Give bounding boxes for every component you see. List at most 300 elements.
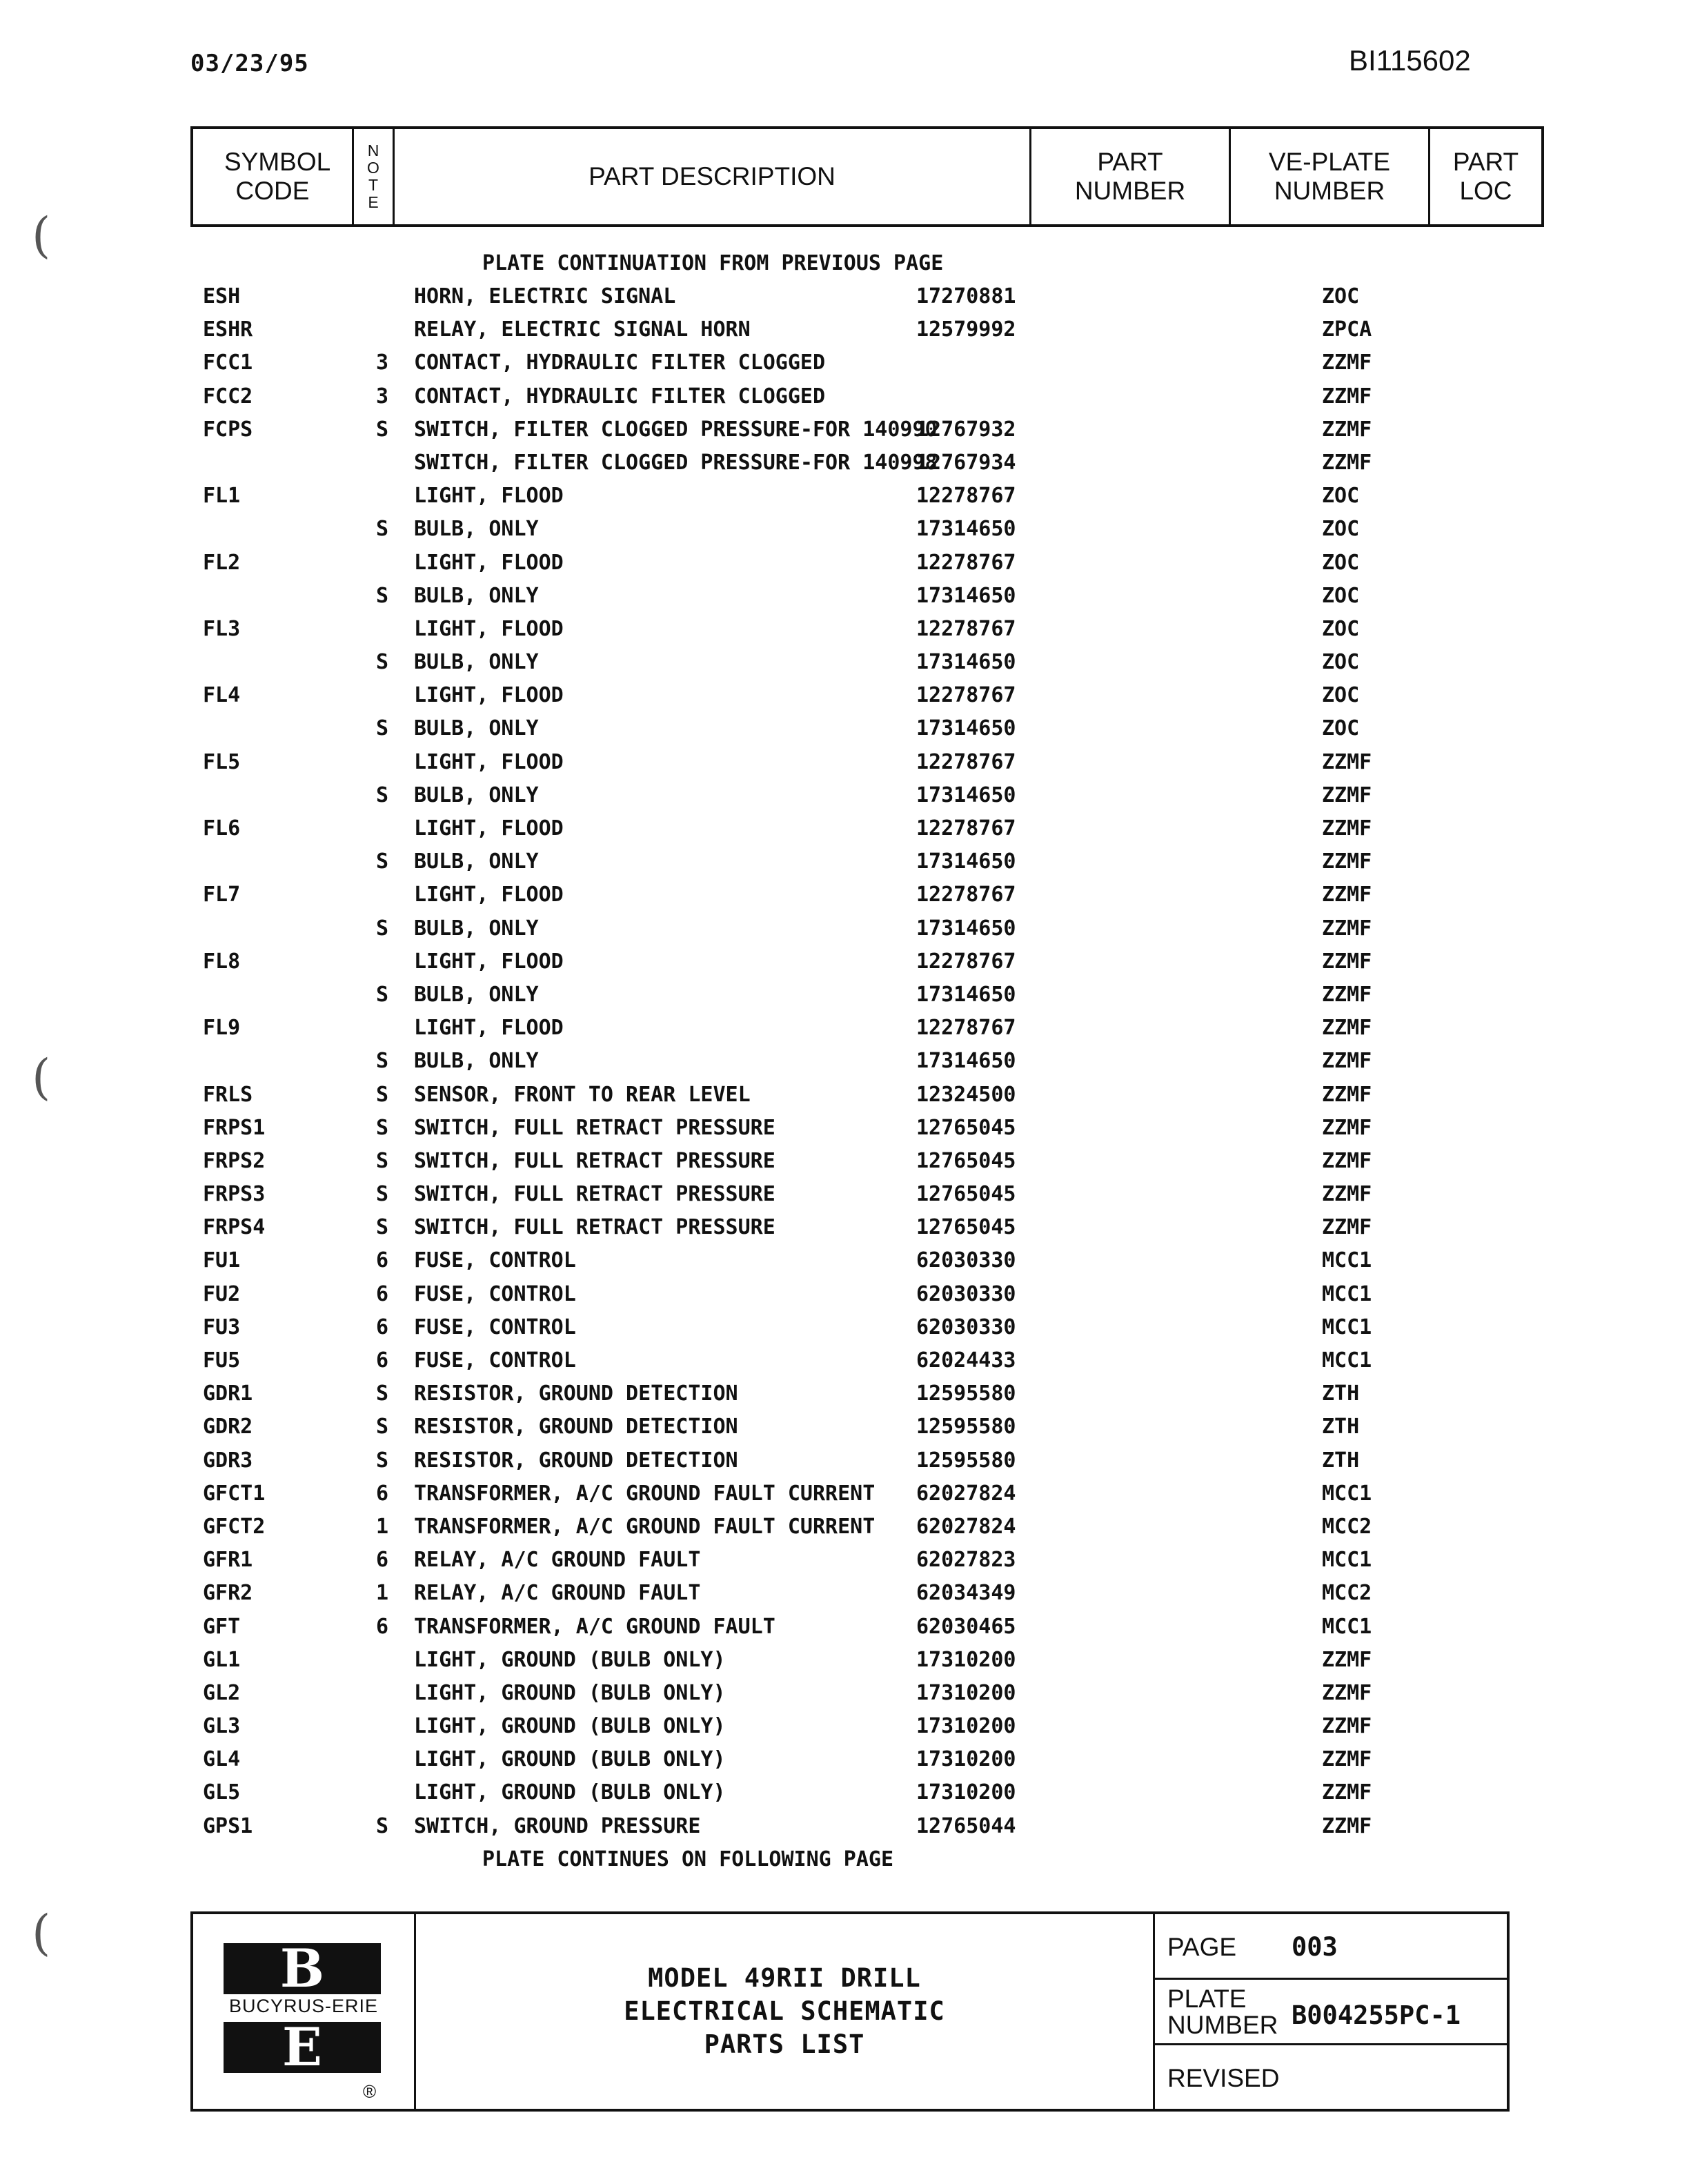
part-description-cell: LIGHT, GROUND (BULB ONLY) (414, 1780, 726, 1805)
symbol-code-cell (190, 646, 363, 679)
part-description-cell: BULB, ONLY (414, 783, 539, 807)
part-description-cell: FUSE, CONTROL (414, 1315, 576, 1339)
note-cell (363, 1743, 402, 1776)
symbol-code-cell: GL2 (203, 1680, 241, 1705)
part-number-cell: 12767934 (916, 450, 1016, 475)
table-row (190, 280, 1544, 313)
part-number-cell: 17310200 (916, 1714, 1016, 1739)
plate-number: B004255PC-1 (1292, 2000, 1461, 2030)
part-loc-cell: MCC1 (1322, 1481, 1372, 1506)
part-loc-cell: ZZMF (1322, 1215, 1372, 1240)
symbol-code-cell: FRPS4 (203, 1215, 266, 1240)
part-loc-cell: ZZMF (1322, 1115, 1372, 1140)
part-number-cell: 62027824 (916, 1481, 1016, 1506)
page-label: PAGE (1167, 1933, 1237, 1961)
symbol-code-cell: GL3 (203, 1714, 241, 1739)
note-cell (363, 313, 402, 346)
title-line: ELECTRICAL SCHEMATIC (624, 1996, 945, 2026)
table-row (190, 1544, 1544, 1577)
part-description-cell: LIGHT, FLOOD (414, 616, 564, 641)
part-number-cell: 17314650 (916, 650, 1016, 675)
table-row (190, 446, 1544, 480)
logo-bottom-block: E (224, 2022, 381, 2073)
part-loc-cell: ZZMF (1322, 1714, 1372, 1739)
symbol-code-cell: GFCT2 (203, 1514, 266, 1539)
revised-row (1155, 2045, 1507, 2109)
note-cell (363, 446, 402, 480)
symbol-code-cell: GFR1 (203, 1548, 253, 1573)
note-cell: 6 (375, 1481, 389, 1506)
symbol-code-cell: FU5 (203, 1348, 241, 1373)
part-number-cell: 12595580 (916, 1448, 1016, 1473)
part-description-cell: FUSE, CONTROL (414, 1348, 576, 1373)
part-loc-cell: ZOC (1322, 550, 1360, 575)
table-row (190, 746, 1544, 779)
part-number-cell: 12278767 (916, 616, 1016, 641)
part-description-cell: SWITCH, FILTER CLOGGED PRESSURE-FOR 140998 (414, 450, 938, 475)
table-row (190, 1710, 1544, 1743)
note-cell: 1 (375, 1514, 389, 1539)
symbol-code-cell: FL9 (203, 1016, 241, 1041)
part-loc-cell: ZOC (1322, 716, 1360, 741)
note-cell: S (375, 1448, 389, 1473)
note-cell: 6 (375, 1281, 389, 1306)
symbol-code-cell: GDR1 (203, 1381, 253, 1406)
note-cell: S (375, 716, 389, 741)
part-number-cell: 12579992 (916, 317, 1016, 342)
symbol-code-cell: GFCT1 (203, 1481, 266, 1506)
part-description-cell: RELAY, A/C GROUND FAULT (414, 1581, 701, 1606)
symbol-code-cell (190, 912, 363, 945)
margin-mark: ( (32, 207, 51, 264)
header-note: N O T E (353, 128, 394, 226)
note-cell (363, 1012, 402, 1045)
part-loc-cell: MCC2 (1322, 1581, 1372, 1606)
symbol-code-cell (190, 845, 363, 878)
symbol-code-cell (190, 712, 363, 745)
part-description-cell: LIGHT, GROUND (BULB ONLY) (414, 1647, 726, 1672)
symbol-code-cell: ESH (203, 284, 241, 308)
table-row (190, 1311, 1544, 1344)
symbol-code-cell: FL1 (203, 484, 241, 509)
part-loc-cell: ZZMF (1322, 816, 1372, 840)
part-loc-cell: MCC2 (1322, 1514, 1372, 1539)
symbol-code-cell: FL3 (203, 616, 241, 641)
part-description-cell: TRANSFORMER, A/C GROUND FAULT CURRENT (414, 1481, 876, 1506)
table-row (190, 380, 1544, 413)
part-number-cell: 17310200 (916, 1680, 1016, 1705)
symbol-code-cell: FCPS (203, 417, 253, 442)
part-number-cell: 12278767 (916, 1016, 1016, 1041)
part-description-cell: LIGHT, GROUND (BULB ONLY) (414, 1680, 726, 1705)
part-number-cell: 62024433 (916, 1348, 1016, 1373)
table-row (190, 978, 1544, 1012)
continuation-bottom: PLATE CONTINUES ON FOLLOWING PAGE (482, 1847, 894, 1871)
part-loc-cell: MCC1 (1322, 1348, 1372, 1373)
part-loc-cell: ZTH (1322, 1448, 1360, 1473)
note-cell (363, 613, 402, 646)
margin-mark: ( (32, 1905, 51, 1961)
header-part-description: PART DESCRIPTION (394, 128, 1031, 226)
symbol-code-cell: FL8 (203, 949, 241, 974)
table-row (190, 1211, 1544, 1244)
part-description-cell: BULB, ONLY (414, 916, 539, 941)
note-cell (363, 1644, 402, 1677)
part-number-cell: 62030330 (916, 1315, 1016, 1339)
part-description-cell: SWITCH, FULL RETRACT PRESSURE (414, 1182, 775, 1207)
plate-label: PLATE (1167, 1985, 1247, 2013)
part-loc-cell: ZZMF (1322, 1016, 1372, 1041)
part-loc-cell: ZPCA (1322, 317, 1372, 342)
document-id: BI115602 (1349, 44, 1471, 77)
part-number-cell: 12278767 (916, 816, 1016, 840)
table-row (190, 1377, 1544, 1410)
table-row (190, 845, 1544, 878)
part-description-cell: RELAY, A/C GROUND FAULT (414, 1548, 701, 1573)
note-cell (363, 812, 402, 845)
continuation-top: PLATE CONTINUATION FROM PREVIOUS PAGE (482, 251, 944, 275)
symbol-code-cell: ESHR (203, 317, 253, 342)
column-header-table (190, 126, 1544, 227)
part-loc-cell: ZZMF (1322, 1780, 1372, 1805)
symbol-code-cell (190, 1045, 363, 1078)
note-cell: S (375, 650, 389, 675)
part-loc-cell: ZZMF (1322, 1680, 1372, 1705)
note-cell (363, 1710, 402, 1743)
part-number-cell: 62030330 (916, 1248, 1016, 1273)
part-loc-cell: MCC1 (1322, 1548, 1372, 1573)
part-loc-cell: ZZMF (1322, 1182, 1372, 1207)
symbol-code-cell: GL4 (203, 1747, 241, 1772)
part-number-cell: 62027823 (916, 1548, 1016, 1573)
part-number-cell: 12765045 (916, 1182, 1016, 1207)
note-cell: S (375, 1049, 389, 1074)
note-cell (363, 746, 402, 779)
symbol-code-cell: GDR2 (203, 1415, 253, 1439)
part-loc-cell: ZZMF (1322, 1813, 1372, 1838)
part-number-cell: 12767932 (916, 417, 1016, 442)
note-cell: S (375, 1215, 389, 1240)
note-cell (363, 280, 402, 313)
part-number-cell (915, 380, 1322, 413)
note-cell: S (375, 849, 389, 874)
part-number-cell: 62030330 (916, 1281, 1016, 1306)
table-row (190, 1278, 1544, 1311)
part-number-cell: 62034349 (916, 1581, 1016, 1606)
table-row (190, 1577, 1544, 1610)
part-description-cell: CONTACT, HYDRAULIC FILTER CLOGGED (414, 384, 826, 409)
note-cell: S (375, 783, 389, 807)
table-row (190, 1112, 1544, 1145)
part-loc-cell: ZTH (1322, 1381, 1360, 1406)
note-cell: S (375, 1813, 389, 1838)
table-row (190, 1743, 1544, 1776)
part-number-cell: 62030465 (916, 1614, 1016, 1639)
note-cell: 6 (375, 1348, 389, 1373)
part-description-cell: SWITCH, FULL RETRACT PRESSURE (414, 1148, 775, 1173)
part-loc-cell: MCC1 (1322, 1614, 1372, 1639)
part-description-cell: FUSE, CONTROL (414, 1248, 576, 1273)
header-part-number: PART NUMBER (1031, 128, 1230, 226)
part-description-cell: LIGHT, FLOOD (414, 683, 564, 708)
part-number-cell: 12595580 (916, 1381, 1016, 1406)
table-row (190, 1344, 1544, 1377)
parts-list (190, 247, 1544, 1876)
logo-top-block: B (224, 1943, 381, 1994)
part-loc-cell: ZZMF (1322, 450, 1372, 475)
symbol-code-cell (190, 978, 363, 1012)
symbol-code-cell: FRLS (203, 1082, 253, 1107)
symbol-code-cell (190, 513, 363, 546)
part-description-cell: SENSOR, FRONT TO REAR LEVEL (414, 1082, 751, 1107)
document-date: 03/23/95 (190, 50, 309, 77)
part-loc-cell: ZZMF (1322, 351, 1372, 375)
part-description-cell: HORN, ELECTRIC SIGNAL (414, 284, 676, 308)
part-number-cell: 12278767 (916, 550, 1016, 575)
part-description-cell: LIGHT, FLOOD (414, 550, 564, 575)
part-number-cell: 12278767 (916, 749, 1016, 774)
parts-rows (190, 280, 1544, 1843)
table-row (190, 1045, 1544, 1078)
note-cell: S (375, 1148, 389, 1173)
symbol-code-cell: GL1 (203, 1647, 241, 1672)
table-row (190, 1244, 1544, 1277)
table-row (190, 812, 1544, 845)
page-row (1155, 1914, 1507, 1980)
symbol-code-cell: FU1 (203, 1248, 241, 1273)
part-number-cell: 12765044 (916, 1813, 1016, 1838)
part-loc-cell: ZOC (1322, 583, 1360, 608)
symbol-code-cell: FL5 (203, 749, 241, 774)
symbol-code-cell: GFT (203, 1614, 241, 1639)
table-row (190, 1444, 1544, 1477)
part-description-cell: LIGHT, FLOOD (414, 484, 564, 509)
part-number-cell: 17270881 (916, 284, 1016, 308)
part-loc-cell: ZZMF (1322, 883, 1372, 907)
registered-mark: ® (363, 2081, 377, 2102)
table-row (190, 712, 1544, 745)
plate-info (1155, 1914, 1507, 2109)
table-row (190, 945, 1544, 978)
part-loc-cell: ZZMF (1322, 783, 1372, 807)
part-description-cell: BULB, ONLY (414, 982, 539, 1007)
note-cell (363, 878, 402, 912)
note-cell (363, 1677, 402, 1710)
symbol-code-cell: GDR3 (203, 1448, 253, 1473)
part-loc-cell: ZOC (1322, 616, 1360, 641)
symbol-code-cell: FRPS2 (203, 1148, 266, 1173)
part-loc-cell: ZZMF (1322, 1647, 1372, 1672)
logo-company-name: BUCYRUS-ERIE (228, 1996, 379, 2016)
part-loc-cell: ZZMF (1322, 749, 1372, 774)
part-description-cell: SWITCH, FULL RETRACT PRESSURE (414, 1115, 775, 1140)
part-description-cell: LIGHT, FLOOD (414, 1016, 564, 1041)
revised-label: REVISED (1167, 2064, 1280, 2092)
drawing-title (416, 1914, 1155, 2109)
part-number-cell: 17314650 (916, 849, 1016, 874)
symbol-code-cell: FCC2 (203, 384, 253, 409)
part-loc-cell: ZZMF (1322, 949, 1372, 974)
part-description-cell: LIGHT, GROUND (BULB ONLY) (414, 1747, 726, 1772)
symbol-code-cell: FRPS1 (203, 1115, 266, 1140)
part-number-cell: 12278767 (916, 683, 1016, 708)
header-symbol-code: SYMBOL CODE (224, 148, 331, 205)
part-number-cell: 17314650 (916, 783, 1016, 807)
part-description-cell: TRANSFORMER, A/C GROUND FAULT (414, 1614, 775, 1639)
note-cell: S (375, 982, 389, 1007)
part-loc-cell: ZOC (1322, 284, 1360, 308)
part-loc-cell: ZZMF (1322, 384, 1372, 409)
part-description-cell: RELAY, ELECTRIC SIGNAL HORN (414, 317, 751, 342)
note-cell: 6 (375, 1315, 389, 1339)
symbol-code-cell (190, 779, 363, 812)
part-description-cell: BULB, ONLY (414, 517, 539, 542)
note-cell: 6 (375, 1614, 389, 1639)
symbol-code-cell: GPS1 (203, 1813, 253, 1838)
part-description-cell: RESISTOR, GROUND DETECTION (414, 1381, 738, 1406)
table-row (190, 1611, 1544, 1644)
part-loc-cell: ZTH (1322, 1415, 1360, 1439)
note-cell: S (375, 916, 389, 941)
part-number-cell: 12324500 (916, 1082, 1016, 1107)
part-number-cell: 12278767 (916, 949, 1016, 974)
part-number-cell: 62027824 (916, 1514, 1016, 1539)
part-description-cell: LIGHT, FLOOD (414, 949, 564, 974)
note-cell (363, 480, 402, 513)
table-row (190, 1511, 1544, 1544)
note-cell: 3 (375, 351, 389, 375)
part-description-cell: BULB, ONLY (414, 849, 539, 874)
part-number-cell: 17314650 (916, 982, 1016, 1007)
table-row (190, 346, 1544, 380)
header-ve-plate-number: VE-PLATE NUMBER (1230, 128, 1430, 226)
part-loc-cell: ZOC (1322, 484, 1360, 509)
symbol-code-cell: FL6 (203, 816, 241, 840)
part-loc-cell: ZOC (1322, 650, 1360, 675)
table-row (190, 1477, 1544, 1511)
symbol-code-cell: GFR2 (203, 1581, 253, 1606)
table-row (190, 679, 1544, 712)
plate-number-row (1155, 1980, 1507, 2045)
note-cell: S (375, 517, 389, 542)
table-row (190, 1178, 1544, 1211)
table-row (190, 1079, 1544, 1112)
part-loc-cell: ZZMF (1322, 982, 1372, 1007)
part-description-cell: BULB, ONLY (414, 583, 539, 608)
part-loc-cell: MCC1 (1322, 1248, 1372, 1273)
note-cell: S (375, 583, 389, 608)
table-row (190, 1644, 1544, 1677)
part-loc-cell: ZOC (1322, 517, 1360, 542)
part-description-cell: BULB, ONLY (414, 1049, 539, 1074)
part-number-cell: 12765045 (916, 1148, 1016, 1173)
plate-number-label: NUMBER (1167, 2011, 1278, 2039)
part-loc-cell: MCC1 (1322, 1315, 1372, 1339)
title-line: MODEL 49RII DRILL (648, 1963, 921, 1993)
part-number-cell: 12765045 (916, 1215, 1016, 1240)
part-loc-cell: ZOC (1322, 683, 1360, 708)
part-number-cell: 17310200 (916, 1780, 1016, 1805)
part-number-cell: 17310200 (916, 1647, 1016, 1672)
symbol-code-cell: FCC1 (203, 351, 253, 375)
part-number-cell: 17314650 (916, 916, 1016, 941)
margin-mark: ( (32, 1049, 51, 1105)
table-row (190, 1677, 1544, 1710)
part-number-cell: 12595580 (916, 1415, 1016, 1439)
title-line: PARTS LIST (704, 2029, 865, 2059)
symbol-code-cell: FL4 (203, 683, 241, 708)
table-row (190, 878, 1544, 912)
note-cell: S (375, 1415, 389, 1439)
part-description-cell: SWITCH, FILTER CLOGGED PRESSURE-FOR 140990 (414, 417, 938, 442)
table-row (190, 1145, 1544, 1178)
part-number-cell: 17314650 (916, 583, 1016, 608)
part-description-cell: SWITCH, GROUND PRESSURE (414, 1813, 701, 1838)
note-cell (363, 1776, 402, 1809)
part-number-cell: 12278767 (916, 883, 1016, 907)
note-cell: 6 (375, 1248, 389, 1273)
part-description-cell: CONTACT, HYDRAULIC FILTER CLOGGED (414, 351, 826, 375)
part-description-cell: TRANSFORMER, A/C GROUND FAULT CURRENT (414, 1514, 876, 1539)
table-row (190, 912, 1544, 945)
symbol-code-cell: GL5 (203, 1780, 241, 1805)
table-row (190, 480, 1544, 513)
table-row (190, 646, 1544, 679)
part-description-cell: FUSE, CONTROL (414, 1281, 576, 1306)
part-number-cell: 12765045 (916, 1115, 1016, 1140)
header-part-loc: PART LOC (1430, 128, 1543, 226)
symbol-code-cell: FU2 (203, 1281, 241, 1306)
part-loc-cell: ZZMF (1322, 417, 1372, 442)
part-description-cell: RESISTOR, GROUND DETECTION (414, 1448, 738, 1473)
table-row (190, 547, 1544, 580)
table-row (190, 313, 1544, 346)
part-loc-cell: ZZMF (1322, 1049, 1372, 1074)
part-number-cell: 17314650 (916, 716, 1016, 741)
symbol-code-cell (190, 446, 363, 480)
page-number: 003 (1292, 1932, 1338, 1962)
note-cell: 3 (375, 384, 389, 409)
note-cell: S (375, 417, 389, 442)
title-block (190, 1911, 1510, 2112)
note-cell: S (375, 1115, 389, 1140)
note-cell: 1 (375, 1581, 389, 1606)
table-row (190, 413, 1544, 446)
part-number-cell: 12278767 (916, 484, 1016, 509)
symbol-code-cell: FRPS3 (203, 1182, 266, 1207)
table-row (190, 1410, 1544, 1444)
note-cell: S (375, 1182, 389, 1207)
note-cell: S (375, 1082, 389, 1107)
note-cell: S (375, 1381, 389, 1406)
part-number-cell: 17310200 (916, 1747, 1016, 1772)
note-cell: 6 (375, 1548, 389, 1573)
part-description-cell: LIGHT, FLOOD (414, 883, 564, 907)
note-cell (363, 945, 402, 978)
table-row (190, 1012, 1544, 1045)
part-description-cell: RESISTOR, GROUND DETECTION (414, 1415, 738, 1439)
part-loc-cell: ZZMF (1322, 916, 1372, 941)
part-loc-cell: ZZMF (1322, 849, 1372, 874)
part-loc-cell: MCC1 (1322, 1281, 1372, 1306)
table-row (190, 513, 1544, 546)
table-row (190, 779, 1544, 812)
part-description-cell: BULB, ONLY (414, 650, 539, 675)
part-number-cell: 17314650 (916, 517, 1016, 542)
part-number-cell (915, 346, 1322, 380)
symbol-code-cell: FL7 (203, 883, 241, 907)
table-row (190, 1810, 1544, 1843)
